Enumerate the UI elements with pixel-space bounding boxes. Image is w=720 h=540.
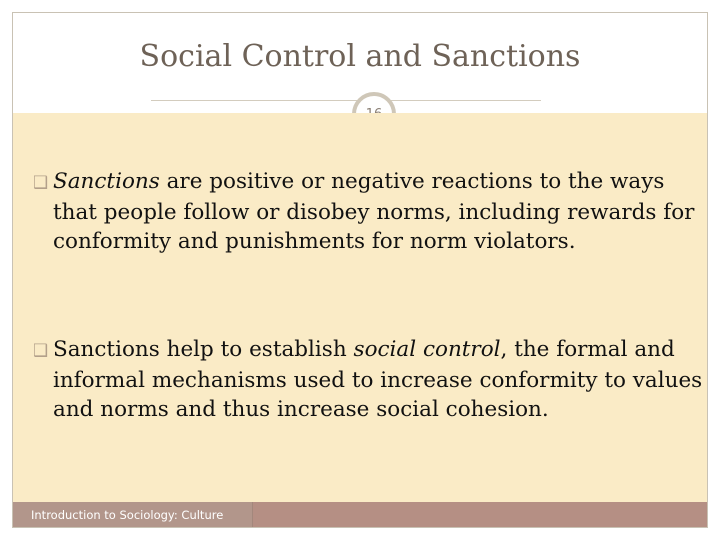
bullet-emphasis: social control <box>353 337 501 362</box>
bullet-text: are positive or negative reactions to the ways that people follow or disobey norms, including rewards for conformity and punishments for norm violators. <box>53 169 695 254</box>
slide <box>12 12 708 528</box>
footer-text: Introduction to Sociology: Culture <box>13 502 253 527</box>
slide-title: Social Control and Sanctions <box>139 39 581 74</box>
bullet-item-sanctions <box>33 167 703 256</box>
bullet-emphasis: Sanctions <box>53 169 160 194</box>
title-divider <box>151 100 541 101</box>
content-area <box>13 113 707 503</box>
bullet-text-before: Sanctions help to establish <box>53 337 354 362</box>
footer-bar <box>13 502 707 527</box>
bullet-text-after: , the formal and informal mechanisms used to increase conformity to values and norms and thus increase social cohesion. <box>53 337 703 422</box>
bullet-marker-icon: ❑ <box>33 173 49 193</box>
bullet-item-social-control <box>33 335 703 424</box>
bullet-marker-icon: ❑ <box>33 341 49 361</box>
